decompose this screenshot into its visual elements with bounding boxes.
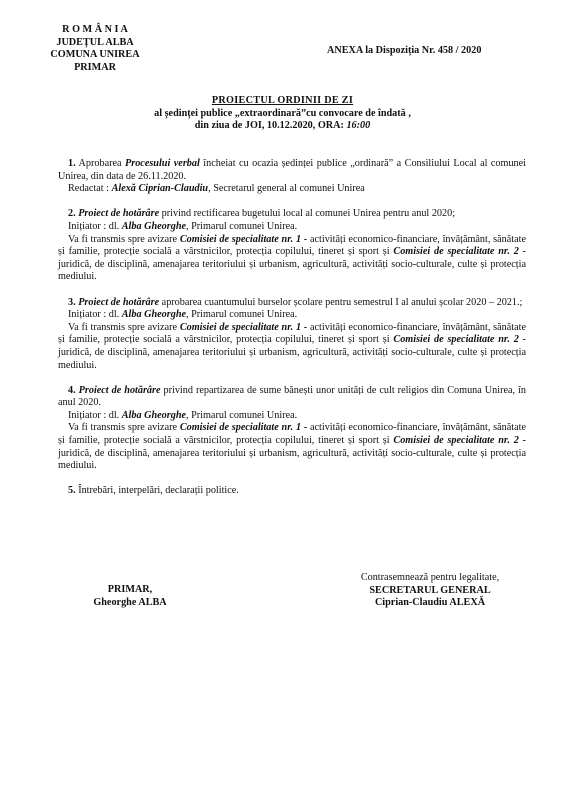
secretary-name: Ciprian-Claudiu ALEXĂ: [374, 597, 486, 609]
secretary-title: SECRETARUL GENERAL: [369, 584, 491, 596]
document-title: [20, 95, 545, 133]
issuer-country: R O M Â N I A: [62, 24, 128, 35]
mayor-title: PRIMAR,: [107, 584, 153, 595]
mayor-signature-block: [75, 584, 185, 609]
issuer-county: JUDEȚUL ALBA: [56, 36, 134, 48]
item-number: 4.: [68, 384, 76, 396]
item-initiator: Inițiator : dl. Alba Gheorghe, Primarul comunei Unirea.: [68, 409, 298, 421]
mayor-name: Gheorghe ALBA: [93, 596, 167, 608]
title-meeting: al ședinței publice „extraordinară”cu convocare de îndată ,: [154, 107, 411, 119]
item-number: 2.: [68, 208, 76, 220]
item-initiator: Inițiator : dl. Alba Gheorghe, Primarul comunei Unirea.: [68, 309, 298, 321]
meeting-time: 16:00: [346, 120, 371, 132]
agenda-item-2: 2. Proiect de hotărâre privind rectificarea bugetului local al comunei Unirea pentru anul 2020; Inițiator : dl. Alba Gheorghe, Primarul comunei Unirea. Va fi transmis spre avizare Comisiei de specialitate nr. 1 - activități economico-financiare, învățământ, sănătate și familie, protecție socială a vârstnicilor, protecția copilului, tineret și sport și Comisiei de specialitate nr. 2 - juridică, de disciplină, amenajarea teritoriului și urbanism, agricultură, activități socio-culturale, culte și protecția mediului.: [58, 208, 526, 283]
agenda-item-3: 3. Proiect de hotărâre aprobarea cuantumului burselor școlare pentru semestrul I al anului școlar 2020 – 2021.; Inițiator : dl. Alba Gheorghe, Primarul comunei Unirea. Va fi transmis spre avizare Comisiei de specialitate nr. 1 - activități economico-financiare, învățământ, sănătate și familie, protecție socială a vârstnicilor, protecția copilului, tineret și sport și Comisiei de specialitate nr. 2 - juridică, de disciplină, amenajarea teritoriului și urbanism, agricultură, activități socio-culturale, culte și protecția mediului.: [58, 296, 526, 371]
countersign-note: Contrasemnează pentru legalitate,: [360, 572, 500, 583]
item-number: 3.: [68, 296, 76, 308]
title-main: PROIECTUL ORDINII DE ZI: [211, 95, 354, 106]
agenda-item-1: 1. Aprobarea Procesului verbal încheiat cu ocazia ședinței publice „ordinară” a Consiliului Local al comunei Unirea, din data de 26.11.2020. Redactat : Alexă Ciprian-Claudiu, Secretarul general al comunei Unirea: [58, 158, 526, 195]
agenda-item-5: 5. Întrebări, interpelări, declarații politice.: [68, 485, 239, 497]
item-committees: Va fi transmis spre avizare Comisiei de specialitate nr. 1 - activități economico-financiare, învățământ, sănătate și familie, protecție socială a vârstnicilor, protecția copilului, tineret și sport și Comisiei de specialitate nr. 2 - juridică, de disciplină, amenajarea teritoriului și urbanism, agricultură, activități socio-culturale, culte și protecția mediului.: [58, 233, 526, 283]
item-number: 5.: [68, 485, 76, 497]
issuer-office: PRIMAR: [74, 61, 116, 73]
secretary-signature-block: [330, 572, 530, 610]
issuer-commune: COMUNA UNIREA: [50, 49, 140, 61]
annex-reference: ANEXA la Dispoziția Nr. 458 / 2020: [327, 45, 482, 56]
item-number: 1.: [68, 158, 76, 169]
item-drafted-by: Redactat : Alexă Ciprian-Claudiu, Secretarul general al comunei Unirea: [68, 183, 365, 195]
agenda-body: [58, 158, 526, 498]
item-committees: Va fi transmis spre avizare Comisiei de specialitate nr. 1 - activități economico-financiare, învățământ, sănătate și familie, protecție socială a vârstnicilor, protecția copilului, tineret și sport și Comisiei de specialitate nr. 2 - juridică, de disciplină, amenajarea teritoriului și urbanism, agricultură, activități socio-culturale, culte și protecția mediului.: [58, 422, 526, 472]
agenda-item-4: 4. Proiect de hotărâre privind repartizarea de sume bănești unor unități de cult religios din Comuna Unirea, în anul 2020. Inițiator : dl. Alba Gheorghe, Primarul comunei Unirea. Va fi transmis spre avizare Comisiei de specialitate nr. 1 - activități economico-financiare, învățământ, sănătate și familie, protecție socială a vârstnicilor, protecția copilului, tineret și sport și Comisiei de specialitate nr. 2 - juridică, de disciplină, amenajarea teritoriului și urbanism, agricultură, activități socio-culturale, culte și protecția mediului.: [58, 384, 526, 472]
item-initiator: Inițiator : dl. Alba Gheorghe, Primarul comunei Unirea.: [68, 220, 298, 232]
title-date: din ziua de JOI, 10.12.2020, ORA: 16:00: [194, 120, 371, 132]
issuer-block: [38, 24, 152, 74]
item-committees: Va fi transmis spre avizare Comisiei de specialitate nr. 1 - activități economico-financiare, învățământ, sănătate și familie, protecție socială a vârstnicilor, protecția copilului, tineret și sport și Comisiei de specialitate nr. 2 - juridică, de disciplină, amenajarea teritoriului și urbanism, agricultură, activități socio-culturale, culte și protecția mediului.: [58, 321, 526, 371]
